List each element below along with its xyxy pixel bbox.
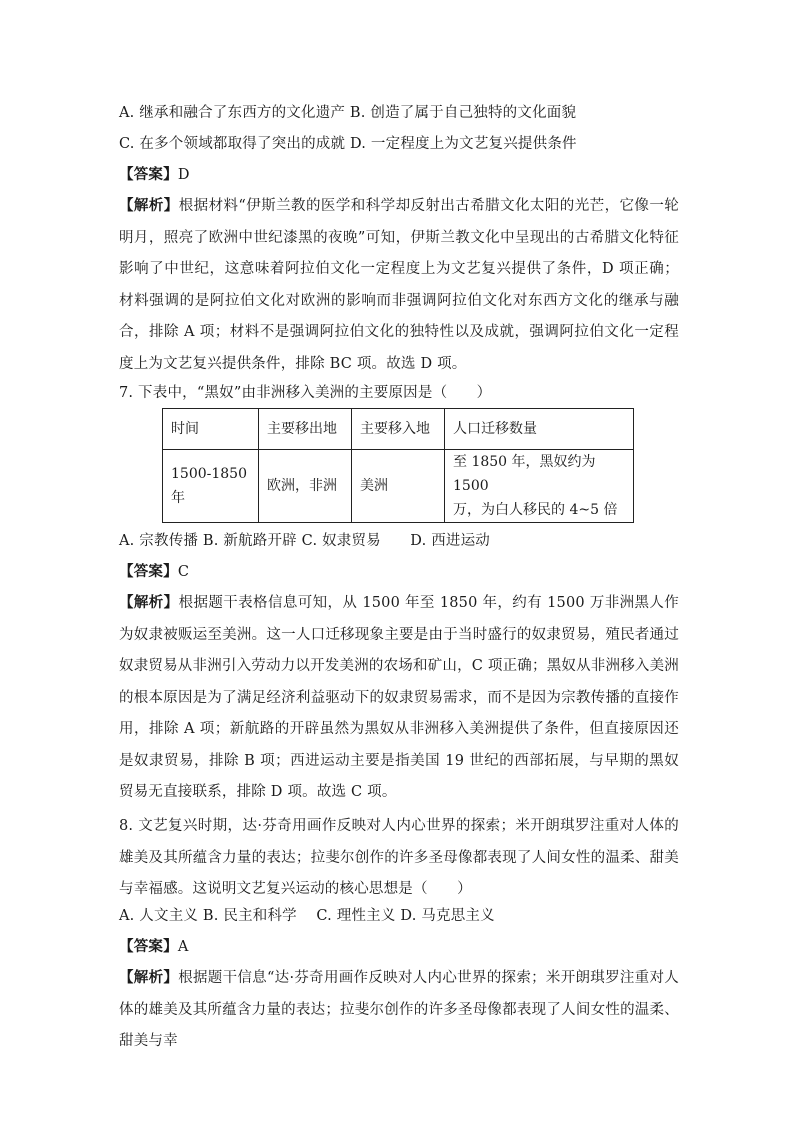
migration-table [162,408,634,523]
q7-analysis [119,587,679,809]
table-cell-to: 美洲 [352,450,445,523]
q6-options-line-2: C. 在多个领域都取得了突出的成就 D. 一定程度上为文艺复兴提供条件 [119,136,577,152]
table-header-cell: 主要移入地 [352,409,445,450]
analysis-label: 【解析】 [119,197,179,214]
q7-stem: 7. 下表中，“黑奴”由非洲移入美洲的主要原因是（ ） [119,385,492,401]
q7-answer [119,562,679,582]
answer-label: 【答案】 [119,166,178,183]
answer-label: 【答案】 [119,938,178,955]
q6-analysis [119,190,679,380]
table-cell-from: 欧洲，非洲 [259,450,352,523]
q7-options: A. 宗教传播 B. 新航路开辟 C. 奴隶贸易 D. 西进运动 [119,533,491,549]
q8-answer [119,937,679,957]
analysis-text: 根据题干表格信息可知，从 1500 年至 1850 年，约有 1500 万非洲黑人作为奴隶被贩运至美洲。这一人口迁移现象主要是由于当时盛行的奴隶贸易，殖民者通过奴隶贸易从非洲引入劳动力以开发美洲的农场和矿山，C 项正确；黑奴从非洲移入美洲的根本原因是为了满足经济利益驱动下的奴隶贸易需求，而不是因为宗教传播的直接作用，排除 A 项；新航路的开辟虽然为黑奴从非洲移入美洲提供了条件，但直接原因还是奴隶贸易，排除 B 项；西进运动主要是指美国 19 世纪的西部拓展，与早期的黑奴贸易无直接联系，排除 D 项。故选 C 项。 [119,595,680,800]
q8-stem: 8. 文艺复兴时期，达·芬奇用画作反映对人内心世界的探索；米开朗琪罗注重对人体的雄美及其所蕴含力量的表达；拉斐尔创作的许多圣母像都表现了人间女性的温柔、甜美与幸福感。这说明文艺复兴运动的核心思想是（ ） [119,818,679,897]
table-cell-time: 1500-1850 年 [163,450,259,523]
table-cell-quantity [445,450,634,523]
q6-options-line-1: A. 继承和融合了东西方的文化遗产 B. 创造了属于自己独特的文化面貌 [119,105,577,121]
q6-answer [119,165,679,185]
quantity-line-2: 万，为白人移民的 4~5 倍 [453,502,618,518]
answer-value: A [177,939,189,955]
analysis-text: 根据材料“伊斯兰教的医学和科学却反射出古希腊文化太阳的光芒，它像一轮明月，照亮了欧洲中世纪漆黑的夜晚”可知，伊斯兰教文化中呈现出的古希腊文化特征影响了中世纪，这意味着阿拉伯文化一定程度上为文艺复兴提供了条件，D 项正确；材料强调的是阿拉伯文化对欧洲的影响而非强调阿拉伯文化对东西方文化的继承与融合，排除 A 项；材料不是强调阿拉伯文化的独特性以及成就，强调阿拉伯文化一定程度上为文艺复兴提供条件，排除 BC 项。故选 D 项。 [119,198,679,372]
analysis-text: 根据题干信息“达·芬奇用画作反映对人内心世界的探索；米开朗琪罗注重对人体的雄美及其所蕴含力量的表达；拉斐尔创作的许多圣母像都表现了人间女性的温柔、甜美与幸 [119,970,679,1049]
answer-label: 【答案】 [119,563,178,580]
analysis-label: 【解析】 [119,969,179,986]
table-header-row [163,409,634,450]
answer-value: D [177,167,190,183]
q8-options: A. 人文主义 B. 民主和科学 C. 理性主义 D. 马克思主义 [119,908,495,924]
analysis-label: 【解析】 [119,594,179,611]
table-header-cell: 时间 [163,409,259,450]
quantity-line-1: 至 1850 年，黑奴约为 1500 [453,454,596,494]
table-header-cell: 主要移出地 [259,409,352,450]
answer-value: C [177,564,190,580]
table-row [163,450,634,523]
table-header-cell: 人口迁移数量 [445,409,634,450]
q8-analysis [119,962,679,1058]
